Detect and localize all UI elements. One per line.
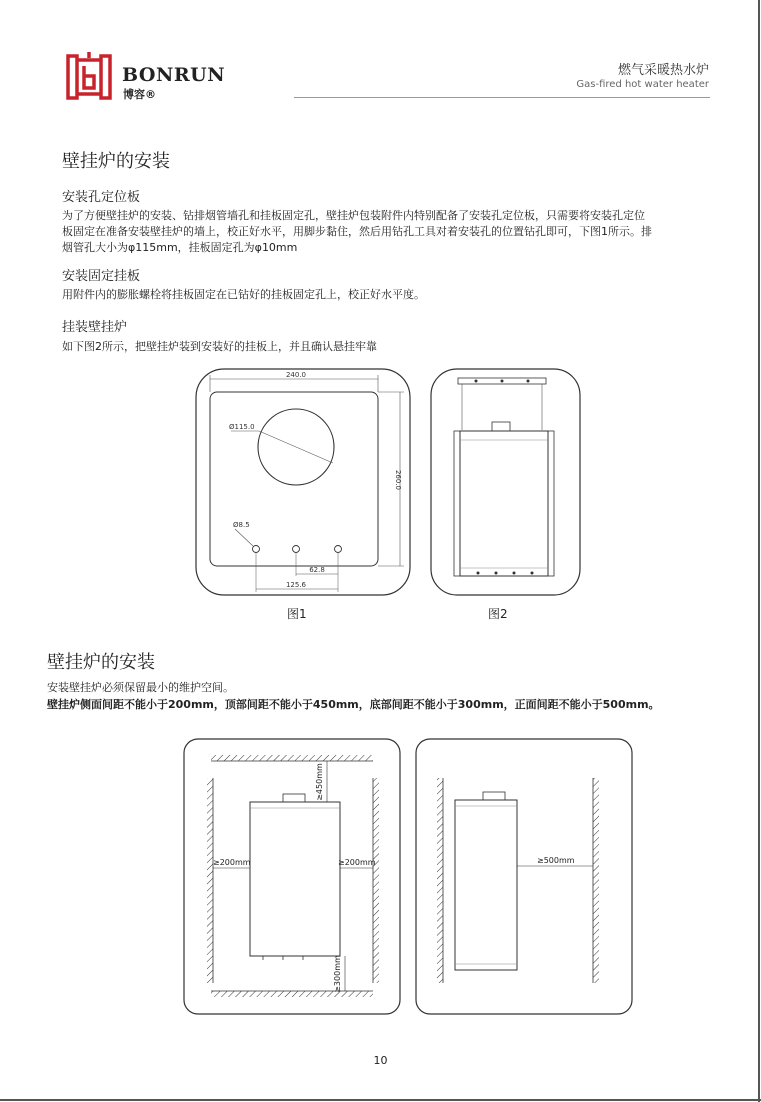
brand-name-cn: 博容® — [123, 88, 156, 101]
dim-height-label: 260.0 — [394, 469, 402, 491]
brand-name: BONRUN — [122, 64, 226, 86]
dim-spacing-a-label: 62.8 — [309, 566, 325, 574]
product-title-en: Gas-fired hot water heater — [576, 79, 709, 90]
top-clearance-label: ≥450mm — [315, 763, 324, 801]
dim-flue-label: Ø115.0 — [229, 423, 255, 431]
subsection-title: 安装孔定位板 — [62, 190, 141, 205]
subsection-title: 挂装壁挂炉 — [62, 320, 128, 335]
paragraph-line: 板固定在准备安装壁挂炉的墙上，校正好水平，用脚步黏住，然后用钻孔工具对着安装孔的位置钻孔即可，下图1所示。排 — [62, 225, 652, 238]
page-number: 10 — [373, 1054, 388, 1067]
page-edge-bottom — [0, 1099, 761, 1101]
product-title-cn: 燃气采暖热水炉 — [617, 63, 709, 78]
paragraph-line: 为了方便壁挂炉的安装、钻排烟管墙孔和挂板固定孔，壁挂炉包装附件内特别配备了安装孔定位板，只需要将安装孔定位 — [62, 209, 645, 222]
subsection-title: 安装固定挂板 — [62, 269, 141, 284]
paragraph-line-bold: 壁挂炉侧面间距不能小于200mm，顶部间距不能小于450mm，底部间距不能小于300mm，正面间距不能小于500mm。 — [47, 698, 660, 711]
dim-hole-label: Ø8.5 — [233, 521, 250, 529]
page-edge-right — [758, 0, 760, 1102]
bonrun-logo-icon — [64, 48, 114, 106]
dim-spacing-b-label: 125.6 — [285, 581, 307, 589]
paragraph: 用附件内的膨胀螺栓将挂板固定在已钻好的挂板固定孔上，校正好水平度。 — [62, 288, 425, 301]
paragraph-line: 烟管孔大小为φ115mm，挂板固定孔为φ10mm — [62, 241, 298, 254]
section-title: 壁挂炉的安装 — [62, 151, 170, 172]
figure-3-side-clearance — [183, 738, 401, 1015]
paragraph: 如下图2所示，把壁挂炉装到安装好的挂板上，并且确认悬挂牢靠 — [62, 340, 377, 353]
figure-2-caption: 图2 — [488, 607, 508, 621]
figure-4-front-clearance — [415, 738, 633, 1015]
front-clearance-label: ≥500mm — [537, 856, 575, 865]
paragraph-line: 安装壁挂炉必须保留最小的维护空间。 — [47, 681, 234, 694]
left-clearance-label: ≥200mm — [213, 858, 251, 867]
figure-1-caption: 图1 — [287, 607, 307, 621]
right-clearance-label: ≥200mm — [338, 858, 376, 867]
header-rule — [294, 97, 710, 98]
section-title: 壁挂炉的安装 — [47, 652, 155, 673]
figure-1-template-board — [195, 368, 411, 596]
bottom-clearance-label: ≥300mm — [333, 955, 342, 993]
figure-2-boiler-on-bracket — [430, 368, 581, 596]
dim-width-label: 240.0 — [285, 371, 307, 379]
